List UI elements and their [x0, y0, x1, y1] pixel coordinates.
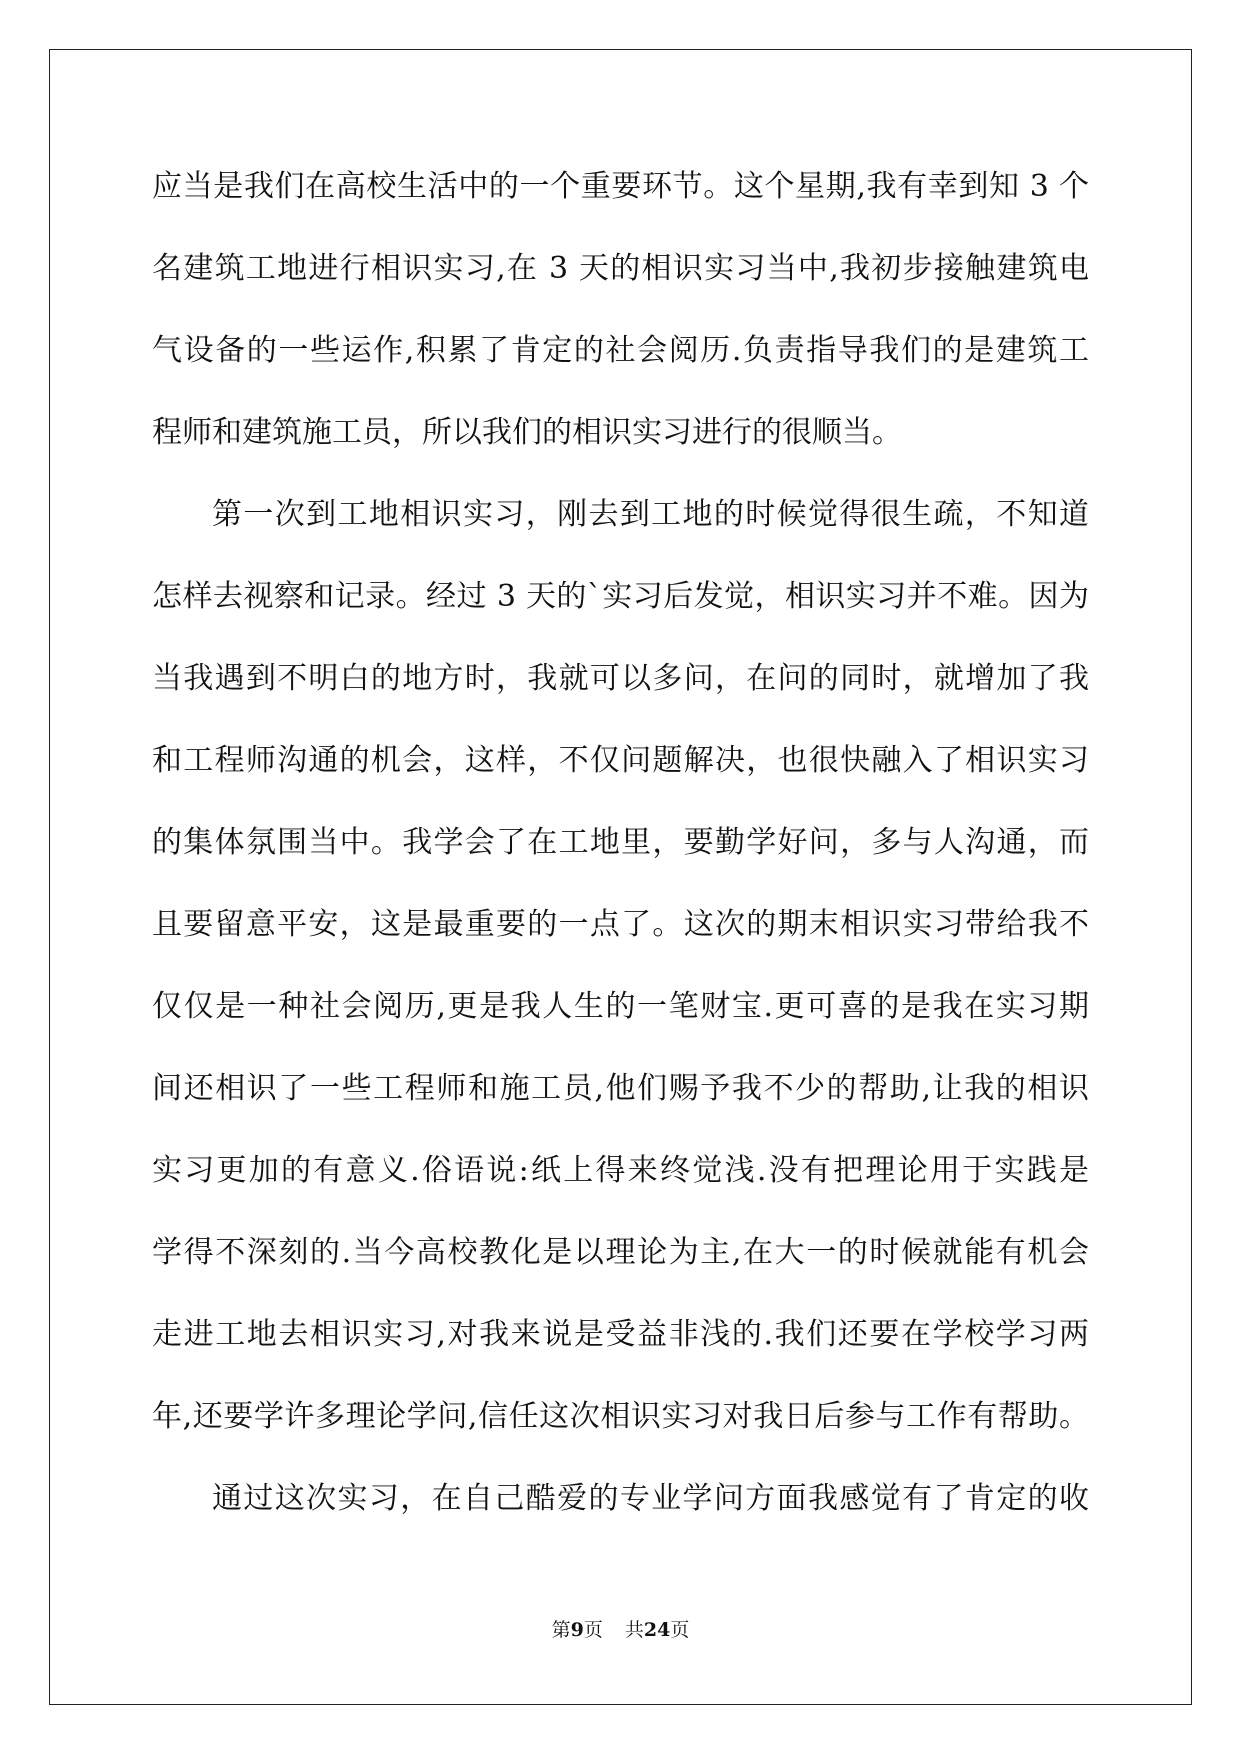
total-prefix: 共 — [624, 1619, 644, 1641]
text-line: 当我遇到不明白的地方时，我就可以多问，在问的同时，就增加了我 — [152, 661, 1089, 696]
text-line: 气设备的一些运作,积累了肯定的社会阅历.负责指导我们的是建筑工 — [152, 333, 1089, 368]
page-footer — [0, 1618, 1241, 1642]
text-line: 间还相识了一些工程师和施工员,他们赐予我不少的帮助,让我的相识 — [152, 1071, 1089, 1106]
text-line: 实习更加的有意义.俗语说:纸上得来终觉浅.没有把理论用于实践是 — [152, 1153, 1089, 1188]
text-line: 第一次到工地相识实习，刚去到工地的时候觉得很生疏，不知道 — [212, 497, 1089, 532]
page-suffix: 页 — [583, 1619, 603, 1641]
text-line: 程师和建筑施工员，所以我们的相识实习进行的很顺当。 — [152, 415, 902, 450]
total-suffix: 页 — [670, 1619, 690, 1641]
total-pages: 24 — [643, 1619, 671, 1641]
text-line: 年,还要学许多理论学问,信任这次相识实习对我日后参与工作有帮助。 — [152, 1399, 1089, 1434]
text-line: 名建筑工地进行相识实习,在 3 天的相识实习当中,我初步接触建筑电 — [152, 251, 1089, 286]
text-line: 应当是我们在高校生活中的一个重要环节。这个星期,我有幸到知 3 个 — [152, 169, 1089, 204]
text-line: 和工程师沟通的机会，这样，不仅问题解决，也很快融入了相识实习 — [152, 743, 1089, 778]
page-number: 9 — [570, 1619, 584, 1641]
page-prefix: 第 — [551, 1619, 571, 1641]
text-line: 仅仅是一种社会阅历,更是我人生的一笔财宝.更可喜的是我在实习期 — [152, 989, 1089, 1024]
text-line: 且要留意平安，这是最重要的一点了。这次的期末相识实习带给我不 — [152, 907, 1089, 942]
text-line: 走进工地去相识实习,对我来说是受益非浅的.我们还要在学校学习两 — [152, 1317, 1089, 1352]
text-line: 学得不深刻的.当今高校教化是以理论为主,在大一的时候就能有机会 — [152, 1235, 1089, 1270]
text-line: 的集体氛围当中。我学会了在工地里，要勤学好问，多与人沟通，而 — [152, 825, 1089, 860]
document-body — [152, 161, 1089, 1555]
text-line: 怎样去视察和记录。经过 3 天的`实习后发觉，相识实习并不难。因为 — [152, 579, 1089, 614]
text-line: 通过这次实习，在自己酷爱的专业学问方面我感觉有了肯定的收 — [212, 1481, 1089, 1516]
